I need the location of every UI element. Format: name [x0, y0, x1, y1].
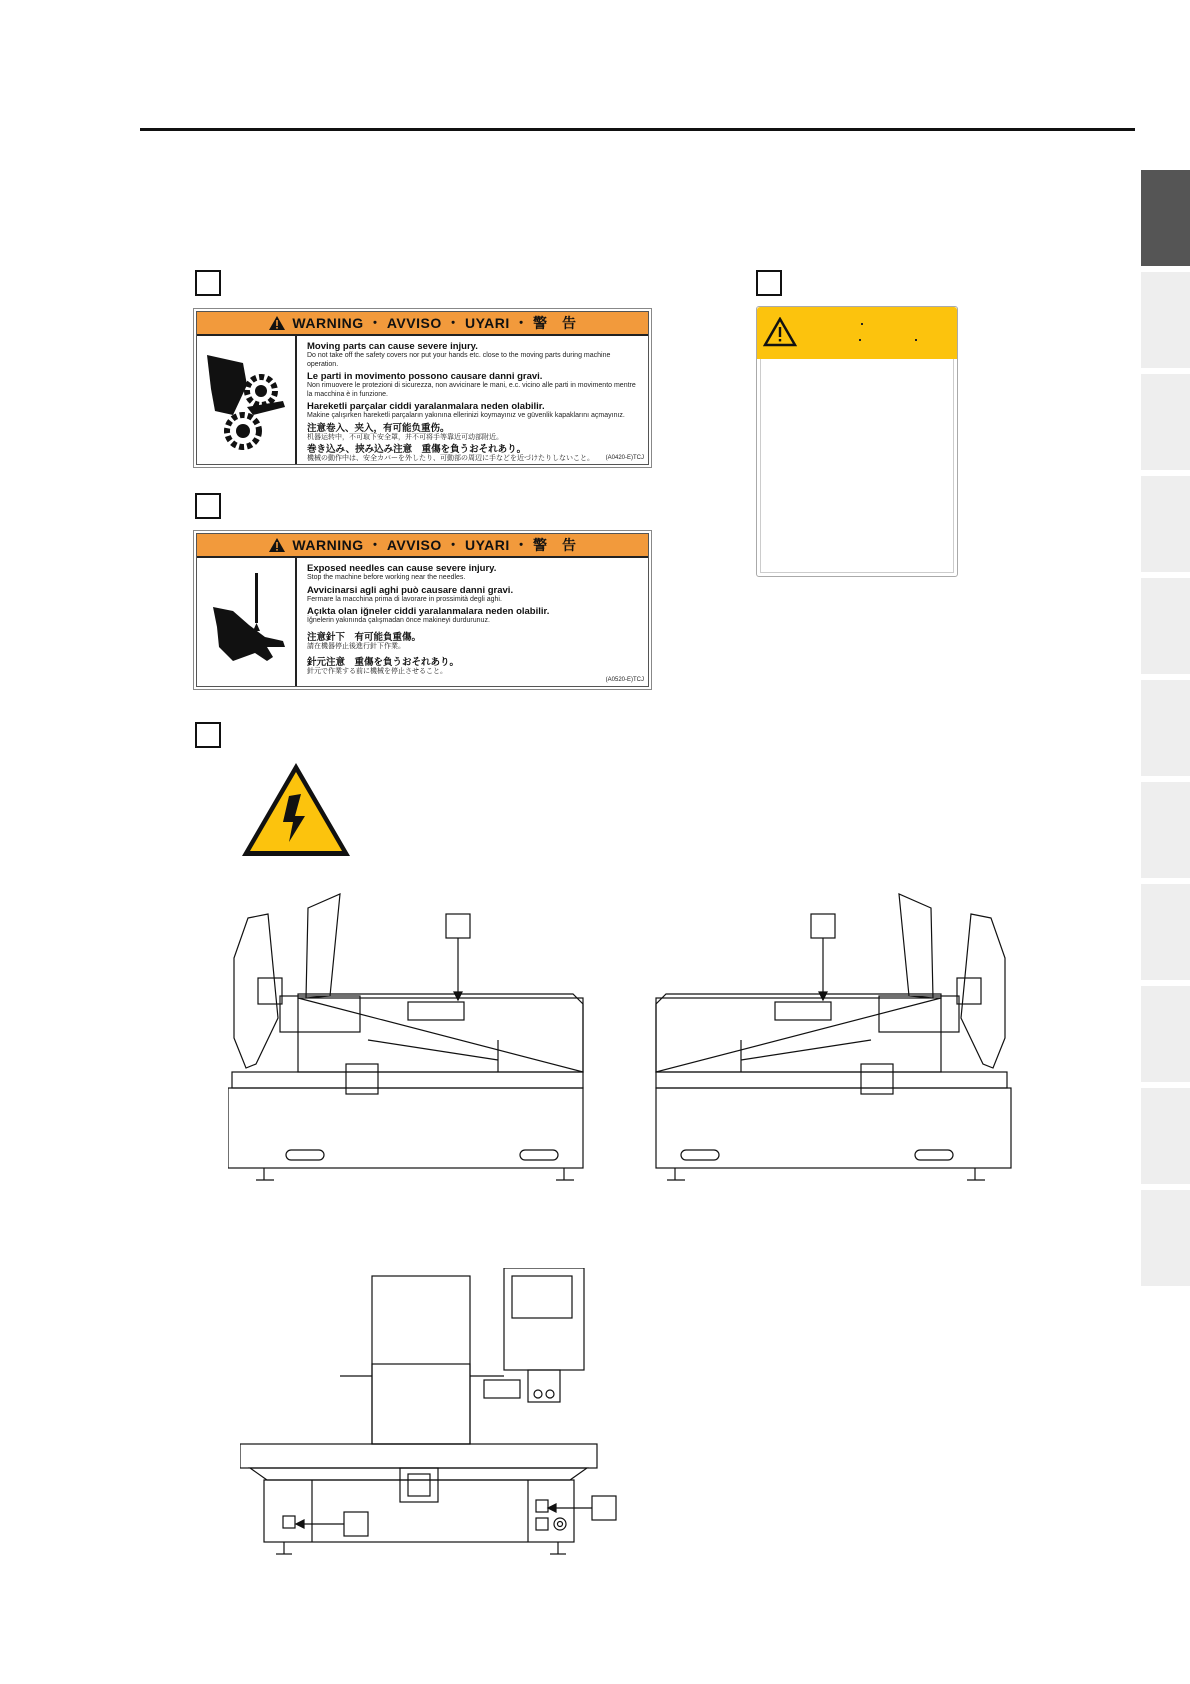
- header-rule: [140, 128, 1135, 131]
- warning-line-it: Le parti in movimento possono causare danni gravi.: [307, 371, 543, 382]
- side-tab-1[interactable]: [1141, 170, 1190, 272]
- warning-line-ja: 巻き込み、挟み込み注意 重傷を負うおそれあり。: [307, 444, 527, 455]
- warning-header-text: WARNING ・ AVVISO ・ UYARI ・ 警 告: [292, 315, 577, 331]
- label-code: (A0420-E)TCJ: [605, 455, 644, 461]
- side-tab-2[interactable]: [1141, 272, 1190, 374]
- side-tab-5[interactable]: [1141, 578, 1190, 680]
- warning-label-moving-parts: [196, 311, 649, 465]
- warning-line-en: Moving parts can cause severe injury.: [307, 341, 478, 352]
- needle-hand-icon: [197, 558, 297, 686]
- warning-sub-ja: 針元で作業する前に機械を停止させること。: [307, 668, 447, 675]
- warning-line-it: Avvicinarsi agli aghi può causare danni gravi.: [307, 584, 514, 596]
- warning-sub-it: Fermare la macchina prima di lavorare in prossimità degli aghi.: [307, 595, 502, 603]
- label-number-box-b: [195, 493, 221, 519]
- warning-header-text: WARNING ・ AVVISO ・ UYARI ・ 警 告: [292, 537, 577, 553]
- warning-line-ja: 針元注意 重傷を負うおそれあり。: [307, 657, 460, 668]
- warning-sub-tr: İğnelerin yakınında çalışmadan önce makineyi durdurunuz.: [307, 617, 490, 624]
- side-tab-4[interactable]: [1141, 476, 1190, 578]
- machine-side-views-diagram: [228, 888, 1018, 1188]
- warning-label-header: [197, 534, 648, 558]
- warning-sub-tr: Makine çalışırken hareketli parçaların yakınına ellerinizi koymayınız ve güvenlik kapaklarını açmayınız.: [307, 412, 625, 419]
- caution-triangle-icon: [763, 317, 797, 347]
- warning-line-en: Exposed needles can cause severe injury.: [307, 563, 497, 574]
- side-tab-8[interactable]: [1141, 884, 1190, 986]
- side-tab-6[interactable]: [1141, 680, 1190, 782]
- warning-sub-en: Do not take off the safety covers nor put your hands etc. close to the moving parts during machine operation.: [307, 352, 611, 368]
- label-number-box-c: [195, 722, 221, 748]
- side-tab-7[interactable]: [1141, 782, 1190, 884]
- side-tab-3[interactable]: [1141, 374, 1190, 476]
- warning-label-needles: [196, 533, 649, 687]
- side-tab-9[interactable]: [1141, 986, 1190, 1088]
- warning-label-header: [197, 312, 648, 336]
- caution-label-header: [757, 307, 957, 359]
- warning-line-tr: Hareketli parçalar ciddi yaralanmalara neden olabilir.: [307, 401, 545, 412]
- warning-sub-it: Non rimuovere le protezioni di sicurezza, non avvicinare le mani, e.c. vicino alle parti in movimento mentre la macchina è in funzione.: [307, 382, 636, 398]
- warning-triangle-icon: [268, 537, 286, 553]
- warning-line-tr: Açıkta olan iğneler ciddi yaralanmalara neden olabilir.: [307, 606, 550, 617]
- label-code: (A0520-E)TCJ: [605, 677, 644, 683]
- side-tab-11[interactable]: [1141, 1190, 1190, 1292]
- warning-line-zh: 注意針下 有可能負重傷。: [307, 631, 422, 643]
- side-tab-10[interactable]: [1141, 1088, 1190, 1190]
- label-number-box-a: [195, 270, 221, 296]
- electric-shock-icon: [239, 760, 353, 860]
- caution-label-blank: [756, 306, 958, 577]
- pinch-hand-gears-icon: [197, 336, 297, 464]
- warning-sub-ja: 機械の動作中は、安全カバーを外したり、可動部の周辺に手などを近づけたりしないこと。: [307, 455, 594, 462]
- warning-sub-zh: 請在機器停止後進行針下作業。: [307, 642, 405, 650]
- warning-sub-en: Stop the machine before working near the needles.: [307, 574, 466, 581]
- warning-line-zh: 注意卷入、夹入，有可能负重伤。: [307, 422, 450, 434]
- warning-sub-zh: 机器运转中，不可取下安全罩，并不可将手等靠近可动部附近。: [307, 433, 503, 441]
- label-number-box-d: [756, 270, 782, 296]
- warning-triangle-icon: [268, 315, 286, 331]
- machine-front-view-diagram: [240, 1268, 640, 1568]
